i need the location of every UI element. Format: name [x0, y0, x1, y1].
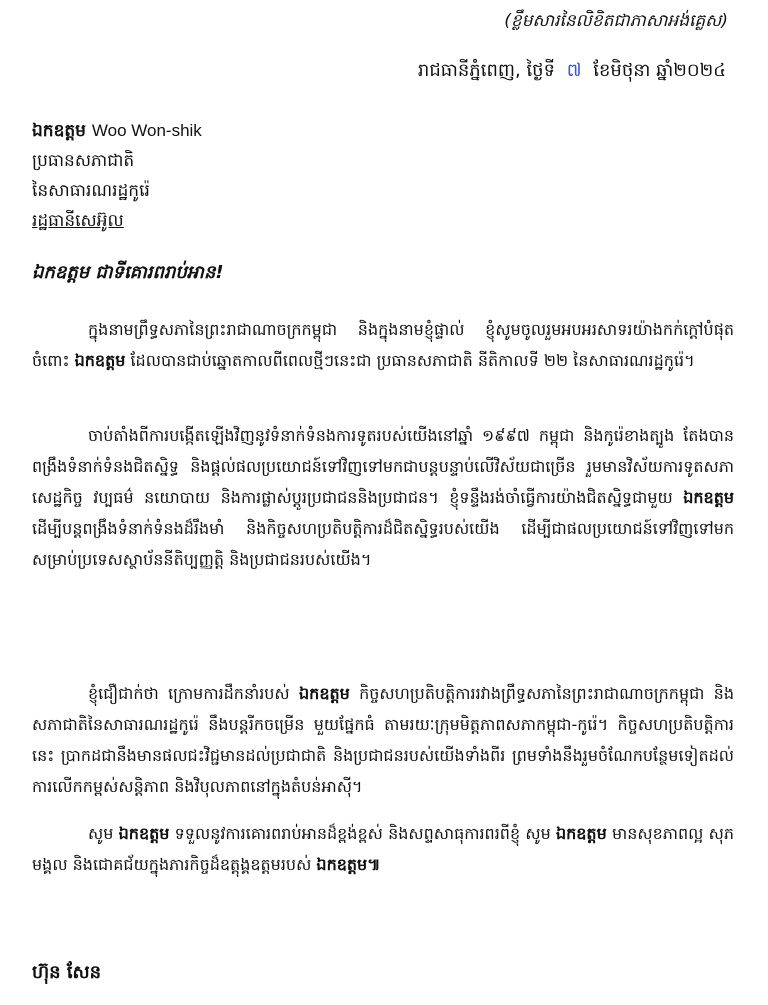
recipient-block [32, 116, 202, 236]
p2-text-a: ចាប់តាំងពីការបង្កើតឡើងវិញនូវទំនាក់ទំនងការទូតរបស់យើងនៅឆ្នាំ ១៩៩៧ កម្ពុជា និងកូរ៉េខាងត្បូង តែងបានពង្រឹងទំនាក់ទំនងជិតស្និទ្ធ និងផ្តល់ផលប្រយោជន៍ទៅវិញទៅមកជាបន្តបន្ទាប់លើវិស័យជាច្រើន រួមមានវិស័យការទូតសភា សេដ្ឋកិច្ច វប្បធម៌ នយោបាយ និងការផ្លាស់ប្តូរប្រជាជននិងប្រជាជន។ ខ្ញុំទន្ទឹងរង់ចាំធ្វើការយ៉ាងជិតស្និទ្ធជាមួយ [32, 426, 734, 507]
date-prefix: រាជធានីភ្នំពេញ, ថ្ងៃទី [417, 60, 556, 81]
recipient-name-line [32, 116, 202, 146]
p4-honorific-3: ឯកឧត្តម [316, 855, 368, 874]
p1-text-c: ដែលបានជាប់ឆ្នោតកាលពីពេលថ្មីៗនេះជា ប្រធានសភាជាតិ នីតិកាលទី ២២ នៃសាធារណរដ្ឋកូរ៉េ។ [130, 351, 695, 370]
date-day: ៧ [566, 60, 582, 81]
paragraph-1 [32, 314, 734, 376]
p3-text-a: ខ្ញុំជឿជាក់ថា ក្រោមការដឹកនាំរបស់ [88, 684, 290, 703]
paragraph-3 [32, 678, 734, 802]
p1-honorific: ឯកឧត្តម [74, 351, 126, 370]
recipient-name: Woo Won-shik [91, 121, 202, 140]
date-line [418, 56, 726, 86]
signature-name: ហ៊ុន សែន [32, 962, 102, 983]
salutation: ឯកឧត្តម ជាទីគោរពរាប់អាន! [32, 262, 224, 283]
p4-text-a: សូម [88, 824, 114, 843]
p2-honorific: ឯកឧត្តម [683, 488, 734, 507]
p4-text-d: មានសុខភាពល្អ សុភមង្គល និងជោគជ័យក្នុងភារកិច្ចដ៏ឧត្តុង្គឧត្តមរបស់ [32, 824, 734, 874]
paragraph-4 [32, 818, 734, 880]
p4-honorific-1: ឯកឧត្តម [118, 824, 170, 843]
recipient-position: ប្រធានសភាជាតិ [32, 151, 135, 171]
p2-text-c: ដើម្បីបន្តពង្រឹងទំនាក់ទំនងដ៏រឹងមាំ និងកិច្ចសហប្រតិបត្តិការដ៏ជិតស្និទ្ធរបស់យើង ដើម្បីជាផលប្រយោជន៍ទៅវិញទៅមកសម្រាប់ប្រទេសស្ថាប័ននីតិប្បញ្ញត្តិ និងប្រជាជនរបស់យើង។ [32, 519, 734, 569]
p1-text-a: ក្នុងនាមព្រឹទ្ធសភានៃព្រះរាជាណាចក្រកម្ពុជា និងក្នុងនាមខ្ញុំផ្ទាល់ ខ្ញុំសូមចូលរួមអបអរសាទរយ៉ាងកក់ក្តៅបំផុតចំពោះ [32, 320, 734, 370]
p4-text-c: ទទួលនូវការគោរពរាប់អានដ៏ខ្ពង់ខ្ពស់ និងសព្ទសាធុការពរពីខ្ញុំ សូម [174, 824, 551, 843]
recipient-city: រដ្ឋធានីសេអ៊ូល [32, 211, 124, 231]
p4-honorific-2: ឯកឧត្តម [555, 824, 607, 843]
recipient-country: នៃសាធារណរដ្ឋកូរ៉េ [32, 181, 150, 201]
paragraph-2 [32, 420, 734, 575]
p3-text-c: កិច្ចសហប្រតិបត្តិការរវាងព្រឹទ្ធសភានៃព្រះរាជាណាចក្រកម្ពុជា និងសភាជាតិនៃសាធារណរដ្ឋកូរ៉េ នឹងបន្តរីកចម្រើន មួយផ្នែកធំ តាមរយៈក្រុមមិត្តភាពសភាកម្ពុជា-កូរ៉េ។ កិច្ចសហប្រតិបត្តិការនេះ ប្រាកដជានឹងមានផលជះវិជ្ជមានដល់ប្រជាជាតិ និងប្រជាជនរបស់យើងទាំងពីរ ព្រមទាំងនឹងរួមចំណែកបន្ថែមទៀតដល់ការលើកកម្ពស់សន្តិភាព និងវិបុលភាពនៅក្នុងតំបន់អាស៊ី។ [32, 684, 734, 796]
recipient-title: ឯកឧត្តម [32, 121, 86, 141]
p3-honorific: ឯកឧត្តម [299, 684, 350, 703]
translation-note: (ខ្លឹមសារនៃលិខិតជាភាសាអង់គ្លេស) [504, 11, 728, 31]
date-suffix: ខែមិថុនា ឆ្នាំ២០២៤ [593, 60, 726, 81]
p4-text-e: ៕ [367, 855, 381, 874]
